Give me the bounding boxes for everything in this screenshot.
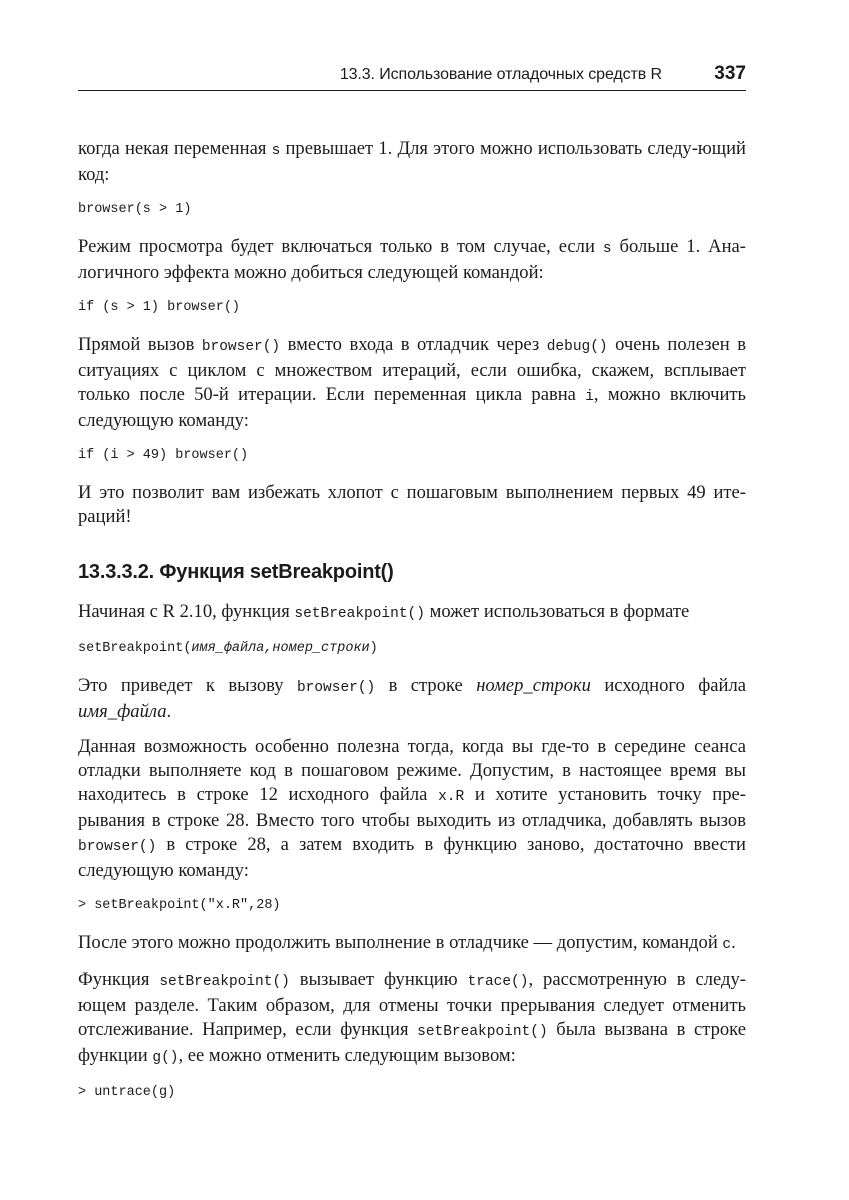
paragraph: Начиная с R 2.10, функция setBreakpoint() может использоваться в формате (78, 601, 690, 622)
paragraph: После этого можно продолжить выполнение в отладчике — допустим, командой c. (78, 932, 736, 953)
inline-code: trace() (467, 974, 529, 990)
emphasis: имя_файла (78, 701, 167, 722)
code-block: setBreakpoint(имя_файла,номер_строки) (78, 641, 378, 656)
inline-code: browser() (296, 680, 376, 696)
code-block: > setBreakpoint("x.R",28) (78, 898, 281, 913)
code-placeholder: имя_файла,номер_строки (191, 641, 370, 656)
paragraph: Данная возможность особенно полезна тогда, когда вы где-то в середине сеанса отладки выполняете код в пошаговом режиме. Допустим, в настоящее время вы находитесь в строке 12 исходного файла x.R и хотите установить точку пре-рывания в строке 28. Вместо того чтобы выходить из отладчика, добавлять вызов browser() в строке 28, а затем входить в функцию заново, достаточно ввести следующую команду: (78, 736, 746, 881)
code-block: if (s > 1) browser() (78, 300, 241, 315)
code-block: if (i > 49) browser() (78, 448, 249, 463)
inline-code: c (722, 937, 732, 953)
page-number: 337 (714, 63, 746, 84)
running-title: 13.3. Использование отладочных средств R (339, 66, 662, 83)
section-heading: 13.3.3.2. Функция setBreakpoint() (78, 561, 394, 583)
paragraph: И это позволит вам избежать хлопот с пошаговым выполнением первых 49 ите-раций! (78, 482, 746, 527)
inline-code: setBreakpoint() (159, 974, 290, 990)
code-block: > untrace(g) (78, 1085, 176, 1100)
page-content (78, 137, 746, 1105)
inline-code: browser() (78, 839, 157, 855)
running-header (78, 60, 746, 91)
paragraph: Режим просмотра будет включаться только в том случае, если s больше 1. Ана-логичного эффекта можно добиться следующей командой: (78, 236, 746, 283)
code-block: browser(s > 1) (78, 202, 192, 217)
inline-code: browser() (201, 339, 281, 355)
inline-code: g() (152, 1050, 179, 1066)
inline-code: x.R (438, 789, 465, 805)
inline-code: setBreakpoint() (294, 606, 425, 622)
paragraph: Это приведет к вызову browser() в строке номер_строки исходного файла имя_файла. (78, 675, 746, 722)
paragraph: Функция setBreakpoint() вызывает функцию trace(), рассмотренную в следу-ющем разделе. Таким образом, для отмены точки прерывания следует отменить отслеживание. Например, если функция setBreakpoint() была вызвана в строке функции g(), ее можно отменить следующим вызовом: (78, 969, 746, 1066)
book-page (78, 60, 746, 1118)
inline-code: debug() (546, 339, 608, 355)
inline-code: s (271, 143, 281, 159)
paragraph: Прямой вызов browser() вместо входа в отладчик через debug() очень полезен в ситуациях с циклом с множеством итераций, если ошибка, скажем, всплывает только после 50-й итерации. Если переменная цикла равна i, можно включить следующую команду: (78, 334, 746, 431)
emphasis: номер_строки (476, 675, 591, 696)
paragraph: когда некая переменная s превышает 1. Для этого можно использовать следу-ющий код: (78, 138, 747, 185)
inline-code: setBreakpoint() (417, 1024, 548, 1040)
inline-code: i (585, 389, 594, 405)
inline-code: s (602, 241, 612, 257)
